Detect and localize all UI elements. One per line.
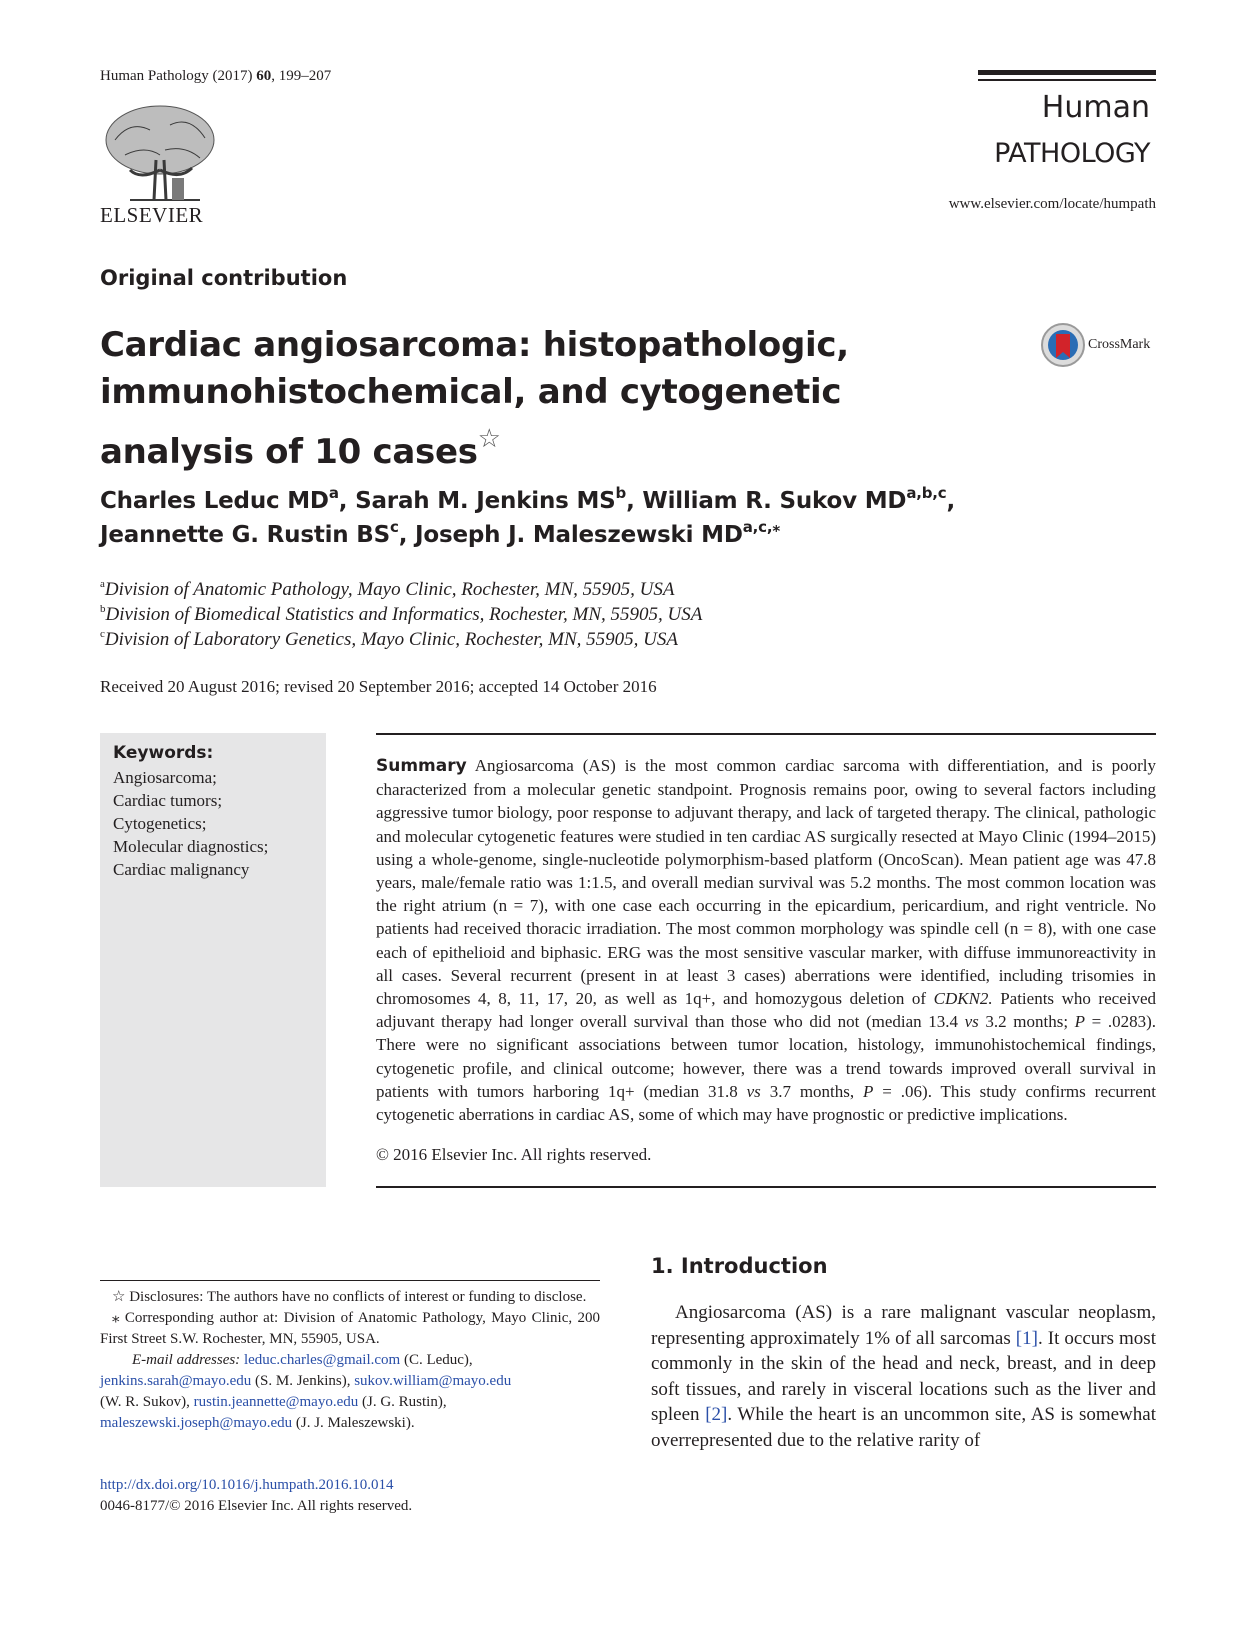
footnotes	[100, 1287, 600, 1434]
keywords-heading: Keywords:	[113, 743, 214, 763]
abstract-copyright: © 2016 Elsevier Inc. All rights reserved.	[376, 1145, 652, 1164]
citation-link[interactable]: [2]	[705, 1404, 728, 1425]
doi-block	[100, 1475, 412, 1517]
title-footnote-star: ☆	[477, 424, 501, 454]
abstract-label: Summary	[376, 756, 467, 776]
journal-url[interactable]: www.elsevier.com/locate/humpath	[948, 196, 1156, 212]
affiliation: $^c$Division of Laboratory Genetics, Mayo Clinic, Rochester, MN, 55905, USA	[100, 628, 678, 650]
keyword: Cardiac tumors;	[113, 791, 223, 810]
footnote-rule	[100, 1280, 600, 1281]
article-history: Received 20 August 2016; revised 20 September 2016; accepted 14 October 2016	[100, 677, 657, 696]
author-list: Charles Leduc $MD^a$, Sarah M. Jenkins $MS^b$, William R. Sukov MD$^{a,b,c}$, Jeannette G. Rustin $BS^c$, Joseph J. Maleszewski $MD^{a,c,⁎}$	[100, 484, 956, 548]
affiliation: $^a$Division of Anatomic Pathology, Mayo Clinic, Rochester, MN, 55905, USA	[100, 578, 675, 600]
abstract-text: Summary Angiosarcoma (AS) is the most common cardiac sarcoma with differentiation, and is poorly characterized from a molecular genetic standpoint. Prognosis remains poor, owing to several factors including aggressive tumor biology, poor response to adjuvant therapy, and lack of targeted therapy. The clinical, pathologic and molecular cytogenetic features were studied in ten cardiac AS surgically resected at Mayo Clinic (1994–2015) using a whole-genome, single-nucleotide polymorphism-based platform (OncoScan). Mean patient age was 47.8 years, male/female ratio was 1:1.5, and overall median survival was 5.2 months. The most common location was the right atrium (n = 7), with one case each occurring in the epicardium, pericardium, and right ventricle. No patients had received thoracic irradiation. The most common morphology was spindle cell (n = 8), with one case each of epithelioid and biphasic. ERG was the most sensitive vascular marker, with diffuse immunoreactivity in all cases. Several recurrent (present in at least 3 cases) aberrations were identified, including trisomies in chromosomes 4, 8, 11, 17, 20, as well as 1q+, and homozygous deletion of CDKN2. Patients who received adjuvant therapy had longer overall survival than those who did not (median 13.4 vs 3.2 months; P = .0283). There were no significant associations between tumor location, histology, immunohistochemical findings, cytogenetic profile, and clinical outcome; however, there was a trend towards improved overall survival in patients with tumors harboring 1q+ (median 31.8 vs 3.7 months, P = .06). This study confirms recurrent cytogenetic aberrations in cardiac AS, some of which may have prognostic or predictive implications.	[376, 756, 1157, 1125]
journal-name-rule	[978, 70, 1156, 75]
email-link[interactable]: jenkins.sarah@mayo.edu	[100, 1373, 252, 1389]
introduction-paragraph: Angiosarcoma (AS) is a rare malignant vascular neoplasm, representing approximately 1% of all sarcomas [1]. It occurs most commonly in the skin of the head and neck, breast, and in deep soft tissues, and rarely in visceral locations such as the liver and spleen [2]. While the heart is an uncommon site, AS is somewhat overrepresented due to the relative rarity of	[651, 1302, 1156, 1451]
email-footnote: E-mail addresses: leduc.charles@gmail.com (C. Leduc), jenkins.sarah@mayo.edu (S. M. Jenkins), sukov.william@mayo.edu (W. R. Sukov), rustin.jeannette@mayo.edu (J. G. Rustin), maleszewski.joseph@mayo.edu (J. J. Maleszewski).	[100, 1352, 512, 1431]
abstract-rule-top	[376, 733, 1156, 735]
corresponding-footnote: ⁎ Corresponding author at: Division of Anatomic Pathology, Mayo Clinic, 200 First Street S.W. Rochester, MN, 55905, USA.	[100, 1310, 600, 1347]
doi-link[interactable]: http://dx.doi.org/10.1016/j.humpath.2016.10.014	[100, 1477, 394, 1493]
author: Joseph J. Maleszewski MD	[415, 522, 743, 548]
crossmark-label[interactable]: CrossMark	[1088, 337, 1151, 352]
asterisk-icon: ⁎	[112, 1310, 120, 1326]
crossmark-icon[interactable]	[1040, 322, 1086, 368]
author: Jeannette G. Rustin BS	[100, 522, 390, 548]
journal-citation: Human Pathology (2017) 60, 199–207	[100, 68, 332, 84]
email-link[interactable]: sukov.william@mayo.edu	[354, 1373, 512, 1389]
affiliation: $^b$Division of Biomedical Statistics and Informatics, Rochester, MN, 55905, USA	[100, 603, 703, 625]
journal-name-rule-thin	[978, 79, 1156, 81]
keyword: Molecular diagnostics;	[113, 837, 269, 856]
keyword: Cytogenetics;	[113, 814, 207, 833]
article-type: Original contribution	[100, 266, 348, 290]
keyword: Angiosarcoma;	[113, 768, 217, 787]
article-title: Cardiac angiosarcoma: histopathologic, immunohistochemical, and cytogenetic analysis of 10 cases☆	[100, 325, 849, 472]
publisher-name: ELSEVIER	[100, 203, 204, 227]
author: Sarah M. Jenkins MS	[355, 488, 616, 514]
citation-link[interactable]: [1]	[1015, 1327, 1038, 1349]
disclosure-footnote: ☆ Disclosures: The authors have no conflicts of interest or funding to disclose.	[112, 1289, 587, 1305]
keywords-list	[113, 766, 268, 881]
email-link[interactable]: maleszewski.joseph@mayo.edu	[100, 1415, 293, 1431]
section-heading-introduction: 1. Introduction	[651, 1254, 828, 1278]
author: William R. Sukov MD	[642, 488, 907, 514]
keyword: Cardiac malignancy	[113, 860, 250, 879]
abstract-rule-bottom	[376, 1186, 1156, 1188]
email-link[interactable]: leduc.charles@gmail.com	[243, 1352, 401, 1368]
journal-name-line2: PATHOLOGY	[994, 138, 1150, 169]
issn-line: 0046-8177/© 2016 Elsevier Inc. All rights reserved.	[100, 1498, 413, 1514]
star-icon: ☆	[112, 1289, 126, 1305]
email-link[interactable]: rustin.jeannette@mayo.edu	[193, 1394, 359, 1410]
journal-name-line1: Human	[1041, 90, 1150, 125]
author: Charles Leduc MD	[100, 488, 329, 514]
